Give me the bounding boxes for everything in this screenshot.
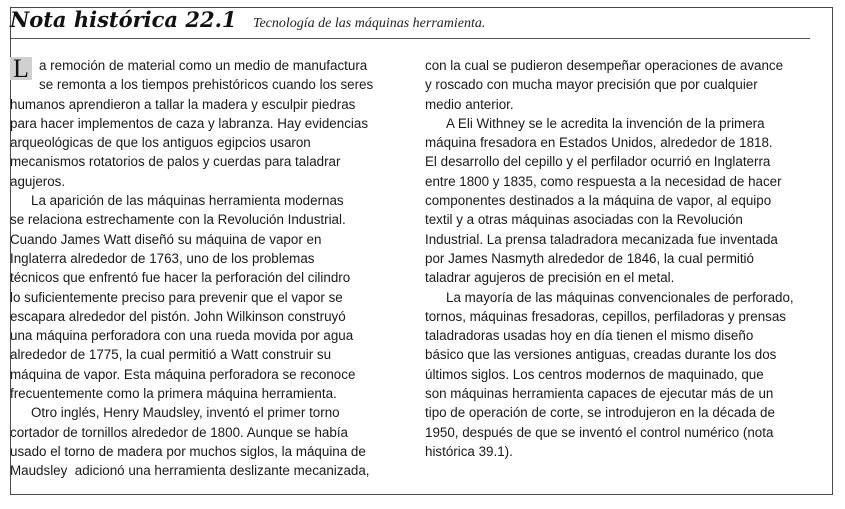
note-subtitle: Tecnología de las máquinas herramienta. (252, 16, 486, 31)
text-line: 1950, después de que se inventó el control numérico (nota (425, 424, 774, 440)
text-line: La mayoría de las máquinas convencionales de perforado, (446, 289, 794, 305)
paragraph-6 (425, 288, 805, 462)
text-line: histórica 39.1). (425, 443, 513, 459)
text-line: máquina fresadora en Estados Unidos, alrededor de 1818. (425, 135, 773, 151)
right-column (425, 56, 805, 461)
text-line: componentes destinados a la máquina de vapor, al equipo (425, 193, 772, 209)
text-line: una máquina perforadora con una rueda movida por agua (10, 328, 354, 344)
drop-cap: L (10, 57, 32, 80)
text-line: medio anterior. (425, 96, 514, 112)
text-line: A Eli Withney se le acredita la invención de la primera (446, 115, 765, 131)
text-line: Maudsley adicionó una herramienta deslizante mecanizada, (10, 463, 370, 479)
paragraph-2 (10, 191, 408, 403)
text-line: escapara alrededor del pistón. John Wilkinson construyó (10, 308, 346, 324)
text-line: frecuentemente como la primera máquina herramienta. (10, 386, 337, 402)
text-line: lo suficientemente preciso para prevenir que el vapor se (10, 289, 343, 305)
text-line: tipo de operación de corte, se introdujeron en la década de (425, 405, 775, 421)
text-line: Cuando James Watt diseñó su máquina de vapor en (10, 231, 322, 247)
text-line: son máquinas herramienta capaces de ejecutar más de un (425, 386, 774, 402)
text-line: cortador de tornillos alrededor de 1800. Aunque se había (10, 424, 348, 440)
note-title: Nota histórica 22.1 (10, 7, 237, 32)
text-line: Inglaterra alrededor de 1763, uno de los problemas (10, 250, 315, 266)
note-header (10, 7, 810, 35)
text-line: mecanismos rotatorios de palos y cuerdas para taladrar (10, 154, 341, 170)
text-line: para hacer implementos de caza y labranza. Hay evidencias (10, 115, 369, 131)
paragraph-5 (425, 114, 805, 288)
text-line: últimos siglos. Los centros modernos de maquinado, que (425, 366, 764, 382)
text-line: El desarrollo del cepillo y el perfilador ocurrió en Inglaterra (425, 154, 771, 170)
text-line: se relaciona estrechamente con la Revolución Industrial. (10, 212, 346, 228)
header-rule (10, 38, 810, 39)
text-line: humanos aprendieron a tallar la madera y esculpir piedras (10, 96, 356, 112)
text-line: a remoción de material como un medio de manufactura (39, 58, 368, 73)
text-line: taladradoras usadas hoy en día tienen el mismo diseño (425, 328, 754, 344)
text-line: Otro inglés, Henry Maudsley, inventó el primer torno (31, 405, 340, 421)
text-line: y roscado con mucha mayor precisión que por cualquier (425, 77, 758, 93)
paragraph-1 (10, 56, 408, 191)
text-line: entre 1800 y 1835, como respuesta a la necesidad de hacer (425, 173, 782, 189)
text-line: alrededor de 1775, la cual permitió a Watt construir su (10, 347, 332, 363)
text-line: básico que las versiones antiguas, creadas durante los dos (425, 347, 777, 363)
text-line: tornos, máquinas fresadoras, cepillos, perfiladoras y prensas (425, 308, 786, 324)
text-line: taladrar agujeros de precisión en el metal. (425, 270, 675, 286)
text-line: con la cual se pudieron desempeñar operaciones de avance (425, 58, 784, 73)
text-line: textil y a otras máquinas asociadas con la Revolución (425, 212, 743, 228)
text-line: La aparición de las máquinas herramienta modernas (31, 193, 344, 209)
paragraph-4 (425, 56, 805, 114)
left-column (10, 56, 408, 481)
text-line: por James Nasmyth alrededor de 1846, la cual permitió (425, 250, 754, 266)
text-line: usado el torno de madera por muchos siglos, la máquina de (10, 443, 366, 459)
text-line: agujeros. (10, 173, 66, 189)
text-line: máquina de vapor. Esta máquina perforadora se reconoce (10, 366, 356, 382)
paragraph-3 (10, 403, 408, 480)
text-line: arqueológicas de que los antiguos egipcios usaron (10, 135, 311, 151)
text-line: Industrial. La prensa taladradora mecanizada fue inventada (425, 231, 778, 247)
text-line: se remonta a los tiempos prehistóricos cuando los seres (39, 77, 374, 93)
text-line: técnicos que enfrentó fue hacer la perforación del cilindro (10, 270, 351, 286)
